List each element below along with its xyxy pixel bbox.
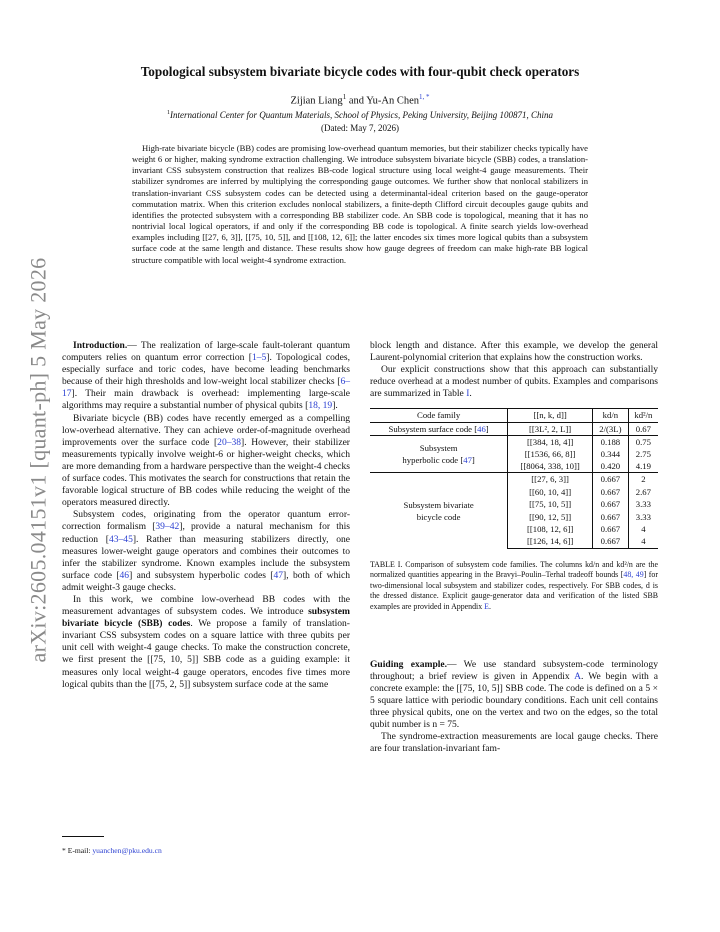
citation-link[interactable]: 1–5 bbox=[251, 352, 267, 364]
table-header-row bbox=[370, 409, 658, 422]
table-cell: 4 bbox=[628, 535, 658, 548]
table-row bbox=[370, 473, 658, 486]
table-cell: 0.667 bbox=[592, 523, 628, 536]
citation-link[interactable]: 20–38 bbox=[217, 436, 242, 448]
table-row bbox=[370, 435, 658, 448]
table-cell: 0.67 bbox=[628, 422, 658, 435]
author-name: Zijian Liang bbox=[290, 95, 343, 107]
table-row bbox=[370, 422, 658, 435]
paragraph: Introduction.— The realization of large-scale fault-tolerant quantum computers relies on quantum error correction [1–5]. Topological codes, especially surface and toric codes, have become leading benchmarks because of their high thresholds and low-weight local stabilizer checks [6–17]. Their main drawback is overhead: implementing large-scale algorithms may require a substantial number of physical qubits [18, 19]. bbox=[62, 340, 350, 412]
citation-link[interactable]: 39–42 bbox=[155, 521, 180, 533]
paragraph: Our explicit constructions show that this approach can substantially reduce overhead at a modest number of qubits. Examples and comparisons are summarized in Table I. bbox=[370, 364, 658, 400]
table-cell: 0.667 bbox=[592, 485, 628, 498]
author-list bbox=[62, 93, 658, 107]
table-cell: 3.33 bbox=[635, 511, 651, 522]
paragraph: Guiding example.— We use standard subsystem-code terminology throughout; a brief review is given in Appendix A. We begin with a concrete example: the [[75, 10, 5]] SBB code. The code is defined on a 5 × 5 square lattice with periodic boundary conditions. Each unit cell contains three physical qubits, one on the vertex and two on the edges, so the total qubit number is n = 75. bbox=[370, 658, 658, 730]
section-runin-heading: Introduction. bbox=[73, 340, 128, 351]
citation-link[interactable]: 46 bbox=[119, 569, 130, 581]
table-cell: [[90, 12, 5]] bbox=[508, 510, 593, 523]
abstract: High-rate bivariate bicycle (BB) codes are promising low-overhead quantum memories, but their stabilizer checks typically have weight 6 or higher, making syndrome extraction challenging. We introduce subsystem bivariate bicycle (SBB) codes, a translation-invariant CSS subsystem construction that realizes BB-code logical structure using local weight-4 gauge measurements. Their stabilizer syndromes are inferred by multiplying the corresponding gauge outcomes. We further show that nonlocal stabilizers in translation-invariant CSS subsystem codes can be detected using a determinantal-ideal criterion based on the gauge-operator commutation matrix. When this criterion excludes nonlocal stabilizers, a finite-depth Clifford circuit decouples gauge qubits and identifies the protected subsystem with a corresponding BB stabilizer code. An SBB code is topological, meaning that it has no nontrivial local logical operators, if and only if the corresponding BB code is topological. A finite search yields low-overhead examples including [[27, 6, 3]], [[75, 10, 5]], and [[108, 12, 6]]; the latter encodes six times more logical qubits than a subsystem surface code at the same length and distance. These results show how gauge degrees of freedom can make high-rate BB logical structure compatible with local weight-4 syndrome extraction. bbox=[132, 143, 588, 265]
table-cell: [[8064, 338, 10]] bbox=[508, 460, 593, 473]
affiliation-mark: 1 bbox=[167, 110, 171, 116]
table-caption: TABLE I. Comparison of subsystem code families. The columns kd/n and kd²/n are the normalized quantities appearing in the Bravyi–Poulin–Terhal tradeoff bounds [48, 49] for two-dimensional local subsystem and stabilizer codes, respectively. For SBB codes, d is the dressed distance. Explicit gauge-generator data and verification of the listed SBB examples are provided in Appendix E. bbox=[370, 559, 658, 611]
table-cell: 0.667 bbox=[592, 473, 628, 486]
key-term: subsystem bivariate bicycle (SBB) codes bbox=[62, 606, 350, 630]
column-header: kd/n bbox=[592, 409, 628, 422]
appendix-link[interactable]: A bbox=[574, 670, 582, 682]
citation-link[interactable]: 46 bbox=[477, 423, 486, 434]
left-column bbox=[62, 340, 350, 691]
paragraph: Subsystem codes, originating from the operator quantum error-correction formalism [39–42], provide a natural mechanism for this reduction [43–45]. Rather than measuring stabilizers directly, one measures lower-weight gauge operators and combines their outcomes to infer the stabilizer syndrome. Known examples include the subsystem surface code [46] and subsystem hyperbolic codes [47], both of which admit weight-3 gauge checks. bbox=[62, 509, 351, 593]
citation-link[interactable]: 47 bbox=[273, 569, 284, 581]
citation-link[interactable]: 43–45 bbox=[108, 533, 133, 545]
author-name: Yu-An Chen bbox=[366, 95, 420, 107]
table-cell: [[27, 6, 3]] bbox=[508, 473, 593, 486]
table-cell: 0.667 bbox=[592, 535, 628, 548]
table-cell: 0.667 bbox=[592, 498, 628, 511]
citation-link[interactable]: 18, 19 bbox=[308, 400, 333, 412]
table-cell: 2.75 bbox=[635, 448, 651, 459]
arxiv-identifier: arXiv:2605.04151v1 [quant-ph] 5 May 2026 bbox=[25, 257, 51, 663]
table-cell: 0.667 bbox=[592, 510, 628, 523]
table-cell: [[75, 10, 5]] bbox=[508, 498, 593, 511]
footnote bbox=[62, 846, 162, 855]
column-header: kd²/n bbox=[628, 409, 658, 422]
citation-link[interactable]: 6–17 bbox=[62, 376, 350, 400]
table-cell: [[108, 12, 6]] bbox=[508, 523, 593, 536]
table-cell: 0.344 bbox=[592, 448, 628, 461]
paragraph: The syndrome-extraction measurements are local gauge checks. There are four translation-invariant fam- bbox=[370, 731, 658, 755]
footnote-rule bbox=[62, 836, 104, 837]
table-cell: 0.188 bbox=[592, 435, 628, 448]
table-cell: [[1536, 66, 8]] bbox=[508, 448, 593, 461]
table-cell: [[60, 10, 4]] bbox=[508, 485, 593, 498]
table-link[interactable]: I bbox=[466, 388, 470, 400]
footnote-label: * E-mail: bbox=[62, 846, 93, 855]
affiliation-text: International Center for Quantum Materials, School of Physics, Peking University, Beijing 100871, China bbox=[170, 110, 553, 120]
table-cell: 2/(3L) bbox=[592, 422, 628, 435]
section-runin-heading: Guiding example. bbox=[370, 658, 448, 670]
table-cell: 0.75 bbox=[628, 435, 658, 448]
right-column bbox=[370, 340, 658, 755]
table-cell: 2.67 bbox=[635, 486, 651, 497]
table-cell-family: Subsystem surface code [46] bbox=[370, 422, 508, 435]
paragraph: In this work, we combine low-overhead BB codes with the measurement advantages of subsystem codes. We introduce subsystem bivariate bicycle (SBB) codes. We propose a family of translation-invariant CSS subsystem codes on a square lattice with three qubits per unit cell with weight-4 gauge checks. To make the construction concrete, we first present the [[75, 10, 5]] SBB code as a guiding example: it measures only local weight-4 gauge operators, encodes five times more logical qubits than the [[75, 2, 5]] subsystem surface code at the same bbox=[62, 593, 350, 690]
table-cell-family: Subsystem hyperbolic code [47] bbox=[370, 435, 508, 473]
comparison-table bbox=[370, 408, 658, 548]
table-cell: 0.420 bbox=[592, 460, 628, 473]
affiliation bbox=[62, 110, 658, 120]
paragraph: Bivariate bicycle (BB) codes have recently emerged as a compelling low-overhead alternative. They can achieve order-of-magnitude overhead improvements over the surface code [20–38]. However, their stabilizer measurements typically involve weight-6 or higher-weight checks, which are more demanding from a hardware perspective than the weight-4 checks of surface codes. This motivates the search for constructions that retain the favorable logical structure of BB codes while reducing the weight of the operators measured directly. bbox=[62, 412, 350, 509]
table-cell: 4.19 bbox=[635, 461, 651, 472]
column-header: [[n, k, d]] bbox=[508, 409, 593, 422]
appendix-link[interactable]: E bbox=[484, 601, 489, 611]
author-affil-mark[interactable]: 1, * bbox=[419, 93, 430, 101]
table-cell: 2 bbox=[628, 473, 658, 486]
email-link[interactable]: yuanchen@pku.edu.cn bbox=[92, 846, 162, 855]
citation-link[interactable]: 48, 49 bbox=[623, 570, 644, 580]
author-affil-mark: 1 bbox=[342, 93, 347, 101]
table-cell: 3.33 bbox=[635, 499, 651, 510]
table-cell: [[384, 18, 4]] bbox=[508, 435, 593, 448]
table-cell: [[3L², 2, L]] bbox=[508, 422, 593, 435]
arxiv-stamp bbox=[8, 250, 68, 670]
table-cell-family: Subsystem bivariate bicycle code bbox=[370, 473, 508, 548]
paragraph: block length and distance. After this example, we develop the general Laurent-polynomial criterion that explains how the construction works. bbox=[370, 340, 658, 364]
date-line: (Dated: May 7, 2026) bbox=[321, 123, 399, 133]
table-cell: 4 bbox=[641, 524, 646, 535]
citation-link[interactable]: 47 bbox=[463, 455, 472, 465]
column-header: Code family bbox=[370, 409, 508, 422]
table-cell: [[126, 14, 6]] bbox=[508, 535, 593, 548]
author-conjunction: and bbox=[346, 95, 367, 107]
paper-title: Topological subsystem bivariate bicycle codes with four-qubit check operators bbox=[140, 64, 580, 79]
